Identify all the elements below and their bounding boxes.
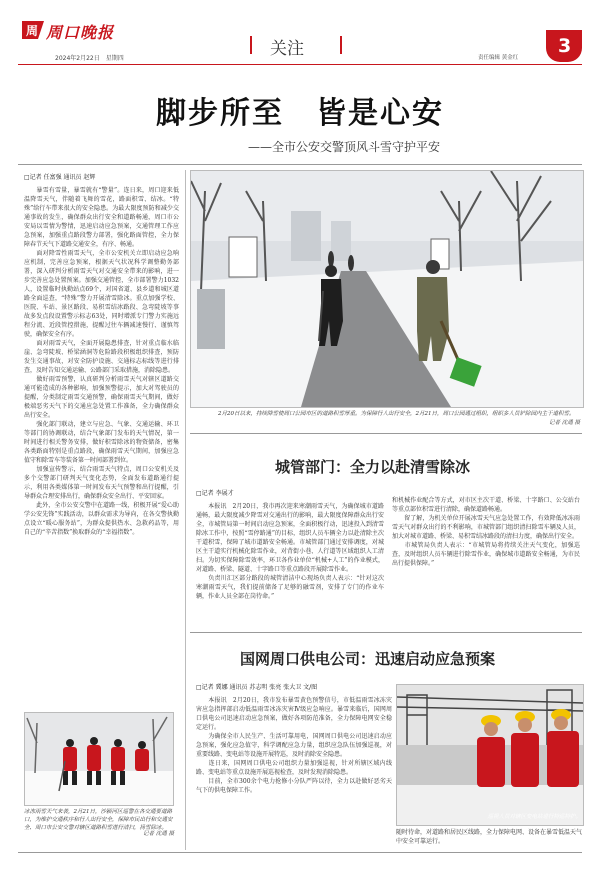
section-title: 关注: [270, 39, 304, 59]
article3-tail: 随时待命，对道路和居民区线路，全力保障电网、设备在暴雪低温天气中安全可靠运行。: [396, 829, 582, 845]
page-number: 3: [558, 35, 572, 57]
main-photo-caption: 2月20日以来，持续降雪使周口公园市区的道路积雪厚重。为保障行人出行安全，2月21日，周口公园通过组织，组织多人员铲除园内主干道积雪。: [218, 411, 575, 417]
masthead: [0, 0, 600, 68]
svg-text:周: 周: [26, 24, 39, 38]
article2-headline: 城管部门：全力以赴清雪除冰: [275, 458, 471, 476]
powergrid-photo-caption: 巡视人员对辖区变电站进行特巡特护。: [487, 814, 581, 820]
headline-rule: [18, 164, 582, 165]
article3-top-rule: [190, 632, 582, 633]
paper-logo: [22, 19, 130, 41]
paper-name: 周口晚报: [46, 23, 115, 42]
bottom-rule: [18, 852, 582, 853]
date-line: 2024年2月22日 星期四: [55, 55, 124, 62]
article2-top-rule: [190, 433, 582, 434]
lead-byline: □记者 任富强 通讯员 赵辉: [24, 174, 96, 181]
small-photo-credit: 记者 沈通 摄: [143, 831, 174, 837]
powergrid-photo: [396, 684, 584, 826]
main-photo: [190, 170, 584, 408]
section-divider-right: [340, 36, 342, 54]
article2-body-right: 和机械作业配合等方式，对市区主次干道、桥梁、十字路口、公交站台等重点部位积雪进行清除，确保道路畅通。 留了解，为机关单位开展冰雪天气应急处置工作，有效降低冰冻雨雪天气对群众出行的不利影响，市城管部门组织清扫除雪车辆及人员，加大对城市道路、桥梁、易积雪结冰路段的清扫力度，确保出行安全。 市城管局负责人表示：“市城管局将持续关注天气变化，加强巡查，及时组织人员车辆进行除雪作业，确保城市道路安全畅通，为市民出行提供保障。”: [392, 497, 580, 567]
main-subtitle: ——全市公安交警顶风斗雪守护平安: [247, 140, 440, 154]
section-divider-left: [250, 36, 252, 54]
lead-article-body: 暴雪有雪量，暴雪就有“警量”。连日来，周口迎来低温降雪天气，伴随着飞舞的雪花，路面积雪、结冰。“特殊”给行车带来很大的安全隐患。为最大限度预防和减少交通事故的发生，确保群众出行安全和道路畅通，周口市公安局以雪情为警情，迅速启动应急预案，交通管理工作应急预案，加强重点路段警力部署，强化路面管控，全力保障春节天气下道路交通安全，有序、畅通。 面对降雪性雨雪天气，全市公安机关立即启动应急响应机制，完善应急预案，根据天气状况科学调整勤务部署，深入研判分析雨雪天气对交通安全带来的影响，进一步完善应急处置预案。加强交通管控，全市部署警力1032人，设置临时执勤站点69个，对国省道、县乡道和城区道路全面巡查，“特殊”警力开展清雪除冰。重点加强学校、医院、车站、景区路段、易积雪结冰路段、急弯陡坡等事故多发点段设置警示标志63处，同时增派专门警力实施远程分流、近段管控措施，提醒过往车辆减速慢行、谨慎驾驶，确保安全有序。 面对雨雪天气，全面开展隐患排查，针对重点临水临崖、急弯陡坡、桥梁涵洞等危险路段积极组织排查，预防发生交通事故，对安全防护设施、交通标志标线等进行排查，及时告知交通运输、公路部门采取措施，消除隐患。 做好雨雪预警，认真研判分析雨雪天气对辖区道路交通可能造成的各种影响，加强预警提示，加大对驾驶员的提醒，分类制定雨雪交通预警，确保雨雪天气期间，做好极端恶劣天气下的交通应急处置工作准备，全力确保群众出行安全。 强化部门联动，建立与应急、气象、交通运输、环卫等部门的协调联动，结合气象部门发布的天气情况，第一时间进行相关警务安排，做好积雪除冰的物资储备，密集各类路面特别是重点路段，确保雨雪天气期间，加强应急值守和除雪车等装备第一时间部署到位。 加强宣传警示，结合雨雪天气特点，周口公安机关及多个交警部门研判天气变化态势，全面发布道路通行提示，利用各类媒体第一时间发布天气预警和出行提醒，引导群众合理安排出行，确保群众安全出行、平安回家。 此外，全市公安交警中在道路一线，积极开展“爱心助学公安先锋”实践活动，以群众需求为导向，在各交警执勤点设立“暖心服务站”，为群众提供热水、急救药品等，用自己的“辛苦指数”换取群众的“幸福指数”。: [24, 187, 179, 536]
article3-byline: □记者 冀娜 通讯员 苏志明 张亮 张大卫 文/图: [196, 684, 318, 691]
column-rule: [185, 170, 186, 850]
article2-body-left: 本报讯 2月20日，我市再次迎来寒潮雨雪天气，为确保城市道路通畅，最大限度减少降雪对交通出行的影响，最大限度保障群众出行安全，市城管局第一时间启动应急预案，全面积极行动，迅速投入到清雪除冰工作中，按照“雪停路通”的目标，组织人员车辆全力以赴清除主次干道积雪，保障了城市道路安全畅通。市城管部门通过安排调度，对城区主干道实行机械化除雪作业，对背街小巷、人行道等区域组织人工清扫。为切实保障除雪效率，环卫各作业单位“机械+人工”的作业模式，对道路、桥梁、隧道、十字路口等重点路段开展除雪作业。 负责川汇区部分路段的城管清洁中心现场负责人表示：“针对这次寒潮雨雪天气，我们提前储备了足够的融雪剂，安排了专门的作业车辆，作业人员全部在岗待命。”: [196, 503, 384, 600]
main-photo-credit: 记者 沈通 摄: [549, 420, 580, 426]
small-photo-caption: 冰冻雨雪天气来袭，2月21日，沙颍河区巡警在各交通要道路口，为维护交通秩序和行人出行安全，保障市民出行和交通安全、周口市公安交警对辖区道路积雪进行清扫，扬雪除冰。: [24, 809, 173, 831]
article3-headline: 国网周口供电公司：迅速启动应急预案: [240, 650, 496, 668]
main-headline: 脚步所至 皆是心安: [156, 96, 444, 131]
small-photo: [24, 712, 174, 806]
editor-line: 责任编辑 黄金红: [478, 55, 519, 61]
page-number-tab: [546, 30, 582, 62]
article3-body: 本报讯 2月20日，我市发布暴雪黄色预警信号，市低温雨雪冰冻灾害应急指挥部启动低温雨雪冰冻灾害Ⅳ级应急响应。暴雪来临后，国网周口供电公司迅速启动应急预案，做好各项防范准备，全力保障电网安全稳定运行。 为确保全市人民生产、生活可靠用电，国网周口供电公司迅速启动应急预案，强化应急值守，科学调配应急力量，组织应急队伍加强巡视，对重要线路、变电站等设施开展特巡，及时消除安全隐患。 连日来，国网周口供电公司组织力量加强巡视，针对所辖区域内线路、变电站等重点设施开展巡视检查，及时发现消除隐患。 目前，全市300余个电力抢修小分队严阵以待，全力以赴做好恶劣天气下的供电保障工作。: [196, 697, 392, 794]
masthead-rule: [18, 64, 582, 65]
article2-byline: □记者 李展才: [196, 490, 234, 497]
